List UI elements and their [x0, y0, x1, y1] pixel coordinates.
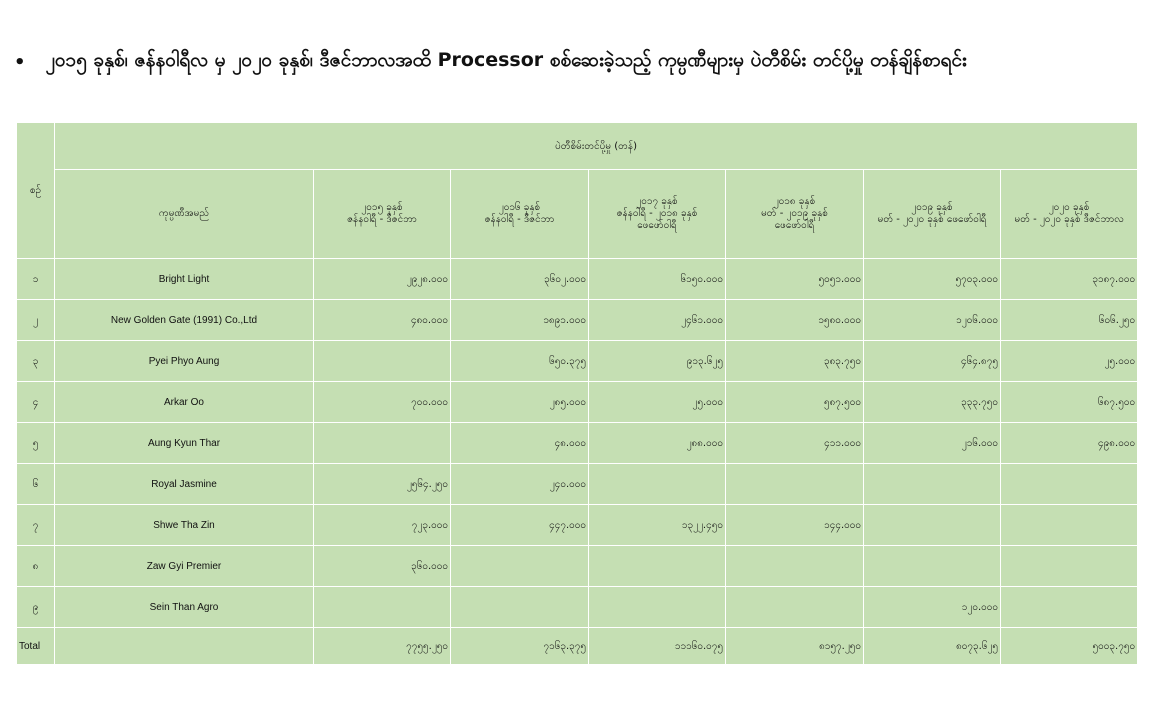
- page-heading: [14, 48, 1141, 76]
- period-header: ၂၀၁၆ ခုနှစ် ဇန်နဝါရီ - ဒီဇင်ဘာ: [451, 170, 589, 259]
- value-cell: ၃၁၈၇.၀၀၀: [1001, 259, 1138, 300]
- row-index: ၃: [17, 341, 55, 382]
- value-cell: ၅၈၇.၅၀၀: [726, 382, 864, 423]
- total-label: Total: [17, 628, 55, 665]
- value-cell: [864, 505, 1001, 546]
- value-cell: ၁၂၀၆.၀၀၀: [864, 300, 1001, 341]
- value-cell: [1001, 464, 1138, 505]
- row-index: ၉: [17, 587, 55, 628]
- row-index: ၄: [17, 382, 55, 423]
- company-name: Sein Than Agro: [55, 587, 314, 628]
- row-index: ၈: [17, 546, 55, 587]
- value-cell: ၃၈၃.၇၅၀: [726, 341, 864, 382]
- period-header: ၂၀၁၈ ခုနှစ် မတ် - ၂၀၁၉ ခုနှစ် ဖေဖော်ဝါရီ: [726, 170, 864, 259]
- value-cell: ၄၁၁.၀၀၀: [726, 423, 864, 464]
- period-header: ၂၀၁၅ ခုနှစ် ဇန်နဝါရီ - ဒီဇင်ဘာ: [314, 170, 451, 259]
- table-row: [17, 464, 1138, 505]
- value-cell: [726, 587, 864, 628]
- value-cell: ၁၈၉၁.၀၀၀: [451, 300, 589, 341]
- value-cell: [589, 587, 726, 628]
- value-cell: [1001, 587, 1138, 628]
- value-cell: ၃၃၃.၇၅၀: [864, 382, 1001, 423]
- company-name: Aung Kyun Thar: [55, 423, 314, 464]
- value-cell: ၂၅.၀၀၀: [589, 382, 726, 423]
- export-table: [16, 122, 1138, 665]
- value-cell: [589, 464, 726, 505]
- value-cell: [451, 587, 589, 628]
- value-cell: ၂၅၆၄.၂၅၀: [314, 464, 451, 505]
- value-cell: [1001, 546, 1138, 587]
- company-name: New Golden Gate (1991) Co.,Ltd: [55, 300, 314, 341]
- value-cell: [1001, 505, 1138, 546]
- value-cell: [589, 546, 726, 587]
- company-name: Royal Jasmine: [55, 464, 314, 505]
- empty-cell: [55, 628, 314, 665]
- value-cell: [314, 341, 451, 382]
- period-header: ၂၀၁၉ ခုနှစ် မတ် - ၂၀၂၀ ခုနှစ် ဖေဖော်ဝါရီ: [864, 170, 1001, 259]
- total-value: ၅၀၀၃.၇၅၀: [1001, 628, 1138, 665]
- value-cell: [864, 464, 1001, 505]
- company-name: Zaw Gyi Premier: [55, 546, 314, 587]
- period-header: ၂၀၁၇ ခုနှစ် ဇန်နဝါရီ - ၂၀၁၈ ခုနှစ် ဖေဖော်ဝါရီ: [589, 170, 726, 259]
- table-row: [17, 587, 1138, 628]
- value-cell: ၂၄၀.၀၀၀: [451, 464, 589, 505]
- value-cell: ၁၄၄.၀၀၀: [726, 505, 864, 546]
- table-row: [17, 546, 1138, 587]
- value-cell: [864, 546, 1001, 587]
- value-cell: ၆၈၇.၅၀၀: [1001, 382, 1138, 423]
- table-row: [17, 382, 1138, 423]
- company-name: Pyei Phyo Aung: [55, 341, 314, 382]
- value-cell: [314, 587, 451, 628]
- value-cell: ၅၇၀၃.၀၀၀: [864, 259, 1001, 300]
- value-cell: ၃၆၀၂.၀၀၀: [451, 259, 589, 300]
- value-cell: [726, 546, 864, 587]
- company-name: Shwe Tha Zin: [55, 505, 314, 546]
- total-row: [17, 628, 1138, 665]
- value-cell: ၄၆၄.၈၇၅: [864, 341, 1001, 382]
- company-header: ကုမ္ပဏီအမည်: [55, 170, 314, 259]
- row-index: ၂: [17, 300, 55, 341]
- table-row: [17, 505, 1138, 546]
- value-cell: ၄၈၀.၀၀၀: [314, 300, 451, 341]
- value-cell: ၇၂၃.၀၀၀: [314, 505, 451, 546]
- total-value: ၁၁၁၆၀.၀၇၅: [589, 628, 726, 665]
- table-row: [17, 300, 1138, 341]
- value-cell: ၁၅၈၀.၀၀၀: [726, 300, 864, 341]
- total-value: ၈၀၇၃.၆၂၅: [864, 628, 1001, 665]
- group-header: ပဲတီစိမ်းတင်ပို့မှု (တန်): [55, 123, 1138, 170]
- company-name: Arkar Oo: [55, 382, 314, 423]
- total-value: ၇၇၅၅.၂၅၀: [314, 628, 451, 665]
- value-cell: ၉၁၃.၆၂၅: [589, 341, 726, 382]
- period-header: ၂၀၂၀ ခုနှစ် မတ် - ၂၀၂၀ ခုနှစ် ဒီဇင်ဘာလ: [1001, 170, 1138, 259]
- value-cell: ၁၃၂၂.၄၅၀: [589, 505, 726, 546]
- value-cell: ၂၅.၀၀၀: [1001, 341, 1138, 382]
- value-cell: ၇၀၀.၀၀၀: [314, 382, 451, 423]
- row-index: ၅: [17, 423, 55, 464]
- value-cell: ၁၂၀.၀၀၀: [864, 587, 1001, 628]
- bullet-icon: •: [14, 51, 26, 73]
- company-name: Bright Light: [55, 259, 314, 300]
- row-index: ၆: [17, 464, 55, 505]
- value-cell: [726, 464, 864, 505]
- table-row: [17, 341, 1138, 382]
- value-cell: ၂၈၈.၀၀၀: [589, 423, 726, 464]
- index-header: စဉ်: [17, 123, 55, 259]
- value-cell: ၂၈၅.၀၀၀: [451, 382, 589, 423]
- value-cell: ၄၈.၀၀၀: [451, 423, 589, 464]
- heading-text: ၂၀၁၅ ခုနှစ်၊ ဇန်နဝါရီလ မှ ၂၀၂၀ ခုနှစ်၊ ဒီဇင်ဘာလအထိ Processor စစ်ဆေးခဲ့သည့် ကုမ္ပဏီများမှ ပဲတီစိမ်း တင်ပို့မှု တန်ချိန်စာရင်း: [45, 49, 967, 71]
- value-cell: ၆၁၅၀.၀၀၀: [589, 259, 726, 300]
- value-cell: ၆၅၀.၃၇၅: [451, 341, 589, 382]
- total-value: ၇၁၆၃.၃၇၅: [451, 628, 589, 665]
- value-cell: ၅၀၅၁.၀၀၀: [726, 259, 864, 300]
- row-index: ၁: [17, 259, 55, 300]
- table-row: [17, 259, 1138, 300]
- value-cell: ၂၁၆.၀၀၀: [864, 423, 1001, 464]
- value-cell: ၂၉၂၈.၀၀၀: [314, 259, 451, 300]
- value-cell: ၄၄၇.၀၀၀: [451, 505, 589, 546]
- value-cell: ၆၀၆.၂၅၀: [1001, 300, 1138, 341]
- table-row: [17, 423, 1138, 464]
- total-value: ၈၁၅၇.၂၅၀: [726, 628, 864, 665]
- value-cell: ၃၆၀.၀၀၀: [314, 546, 451, 587]
- value-cell: [451, 546, 589, 587]
- value-cell: ၂၄၆၁.၀၀၀: [589, 300, 726, 341]
- value-cell: [314, 423, 451, 464]
- row-index: ၇: [17, 505, 55, 546]
- value-cell: ၄၉၈.၀၀၀: [1001, 423, 1138, 464]
